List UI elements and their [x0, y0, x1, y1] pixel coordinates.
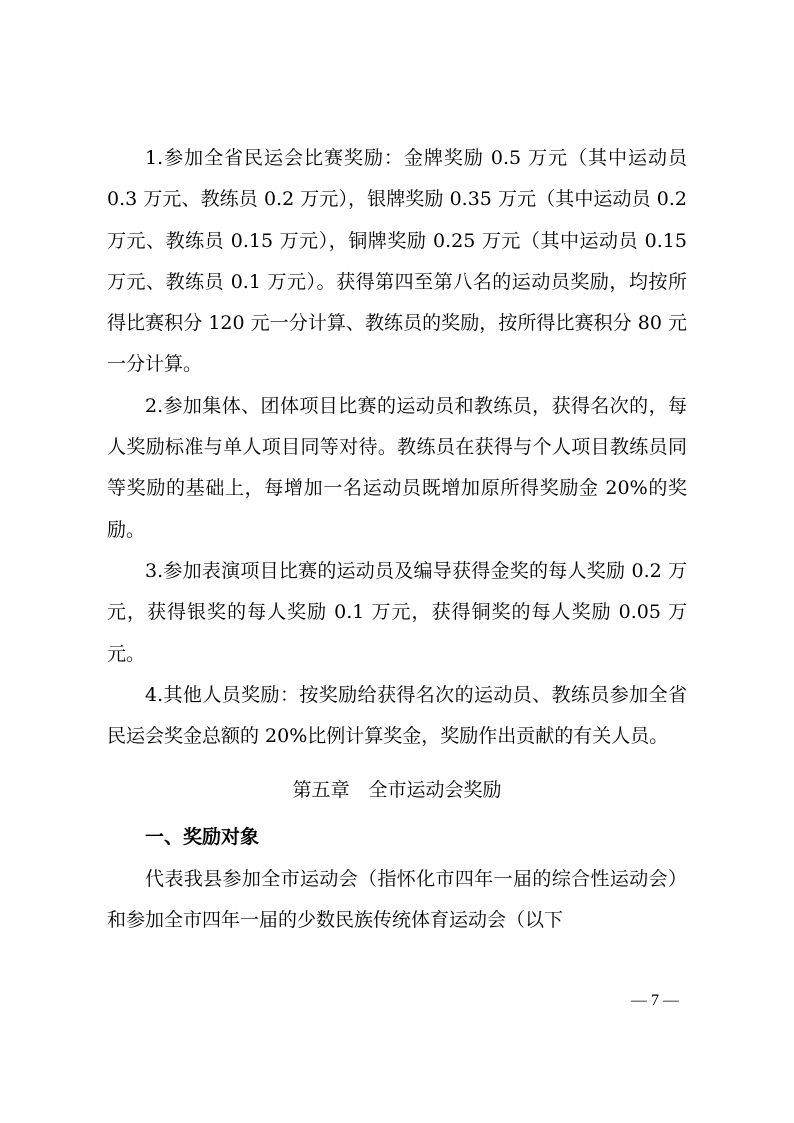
paragraph-4: 4.其他人员奖励：按奖励给获得名次的运动员、教练员参加全省民运会奖金总额的 20%比例计算奖金，奖励作出贡献的有关人员。	[107, 683, 687, 748]
page-number: — 7 —	[631, 992, 679, 1009]
paragraph-2: 2.参加集体、团体项目比赛的运动员和教练员，获得名次的，每人奖励标准与单人项目同等对待。教练员在获得与个人项目教练员同等奖励的基础上，每增加一名运动员既增加原所得奖励金 20%的奖励。	[107, 394, 687, 541]
paragraph-3: 3.参加表演项目比赛的运动员及编导获得金奖的每人奖励 0.2 万元，获得银奖的每人奖励 0.1 万元，获得铜奖的每人奖励 0.05 万元。	[107, 559, 687, 665]
document-body	[107, 138, 687, 941]
paragraph-1: 1.参加全省民运会比赛奖励：金牌奖励 0.5 万元（其中运动员 0.3 万元、教练员 0.2 万元），银牌奖励 0.35 万元（其中运动员 0.2 万元、教练员 0.15 万元），铜牌奖励 0.25 万元（其中运动员 0.15 万元、教练员 0.1 万元）。获得第四至第八名的运动员奖励，均按所得比赛积分 120 元一分计算、教练员的奖励，按所得比赛积分 80 元一分计算。	[107, 147, 687, 376]
paragraph-5: 代表我县参加全市运动会（指怀化市四年一届的综合性运动会）和参加全市四年一届的少数民族传统体育运动会（以下	[107, 867, 687, 932]
chapter-title: 第五章 全市运动会奖励	[292, 779, 502, 802]
section-title: 一、奖励对象	[145, 826, 260, 849]
